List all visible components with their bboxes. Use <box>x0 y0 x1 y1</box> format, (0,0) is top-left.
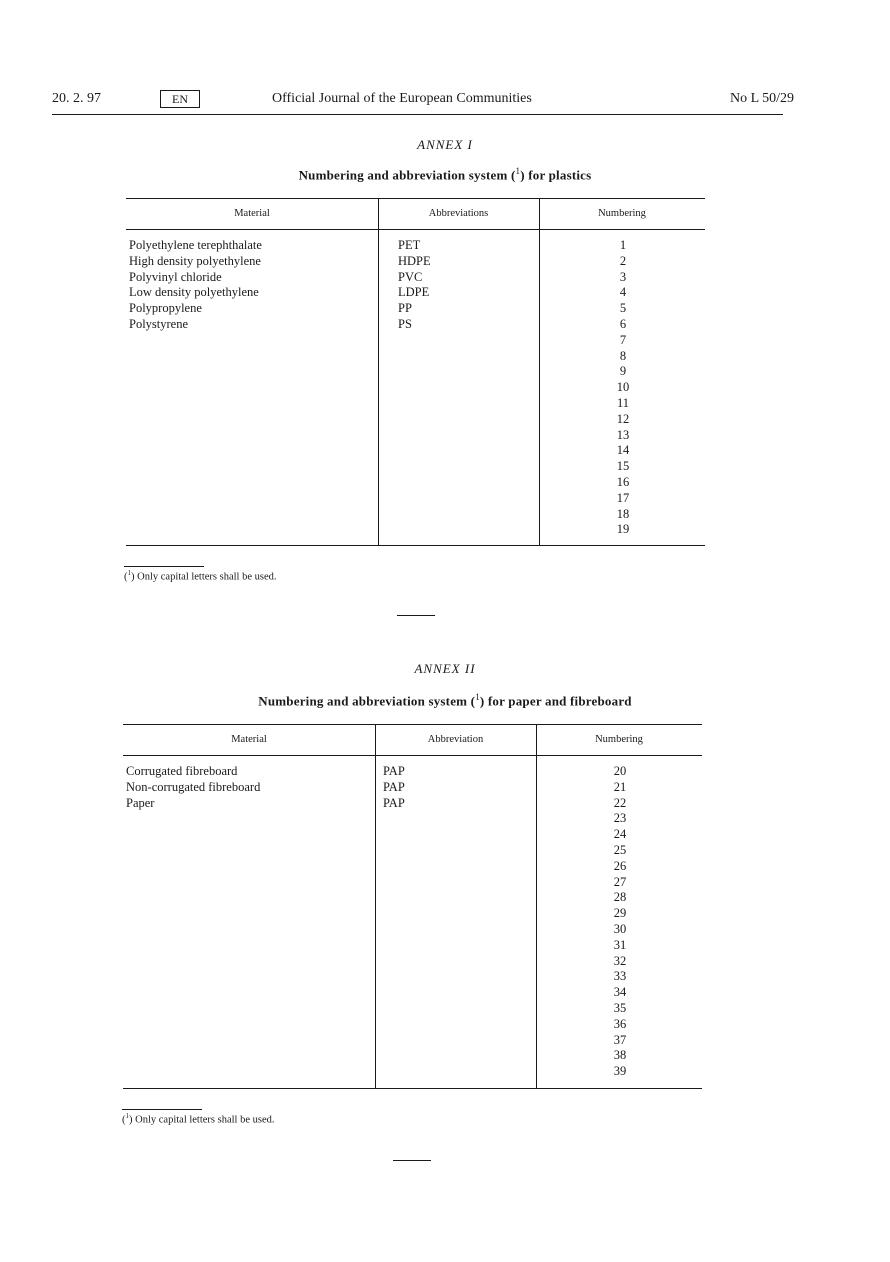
header-numbering: Numbering <box>595 734 643 745</box>
numbering-cell: 8 <box>619 348 627 363</box>
numbering-cell: 27 <box>613 874 627 889</box>
numbering-cell: 28 <box>613 890 627 905</box>
numbering-cell: 23 <box>613 811 627 826</box>
material-cell: Corrugated fibreboard <box>126 764 238 778</box>
annex2-abbreviation-column <box>383 764 405 811</box>
header-material: Material <box>231 734 267 745</box>
column-divider <box>536 724 537 1088</box>
numbering-cell: 38 <box>613 1048 627 1063</box>
numbering-cell: 10 <box>616 380 630 395</box>
numbering-cell: 32 <box>613 953 627 968</box>
material-cell: Polyvinyl chloride <box>129 269 222 284</box>
abbreviation-cell: LDPE <box>398 285 430 300</box>
numbering-cell: 12 <box>616 411 630 426</box>
numbering-cell: 31 <box>613 937 627 952</box>
footnote-rule <box>122 1109 202 1110</box>
language-badge: EN <box>160 90 200 108</box>
annex2-material-column <box>126 764 260 811</box>
table-bottom-rule <box>126 545 705 546</box>
annex2-table <box>123 724 702 1089</box>
numbering-cell: 25 <box>613 842 627 857</box>
abbreviation-cell: PAP <box>383 795 405 810</box>
numbering-cell: 3 <box>619 269 627 284</box>
numbering-cell: 20 <box>613 764 627 778</box>
page-number: No L 50/29 <box>729 91 794 106</box>
column-divider <box>375 724 376 1088</box>
numbering-cell: 6 <box>619 316 627 331</box>
numbering-cell: 34 <box>613 985 627 1000</box>
column-divider <box>378 198 379 545</box>
numbering-cell: 37 <box>613 1032 627 1047</box>
numbering-cell: 24 <box>613 827 627 842</box>
annex1-table <box>126 198 705 546</box>
annex1-title: ANNEX I <box>417 137 473 152</box>
table-bottom-rule <box>123 1088 702 1089</box>
header-date: 20. 2. 97 <box>52 91 101 106</box>
numbering-cell: 26 <box>613 858 627 873</box>
header-numbering: Numbering <box>598 208 646 219</box>
annex1-subtitle: Numbering and abbreviation system ($^1$) for plastics <box>298 166 592 183</box>
annex1-material-column <box>129 238 262 333</box>
material-cell: Polyethylene terephthalate <box>129 238 262 252</box>
header-abbreviations: Abbreviations <box>428 208 489 219</box>
numbering-cell: 5 <box>619 301 627 316</box>
numbering-cell: 33 <box>613 969 627 984</box>
numbering-cell: 30 <box>613 921 627 936</box>
material-cell: Paper <box>126 795 155 810</box>
table-head-rule <box>123 755 702 756</box>
section-separator <box>397 615 435 616</box>
header-abbreviation: Abbreviation <box>427 734 484 745</box>
numbering-cell: 21 <box>613 779 627 794</box>
abbreviation-cell: PET <box>398 238 421 252</box>
numbering-cell: 18 <box>616 506 630 521</box>
table-head-rule <box>126 229 705 230</box>
annex2-subtitle-ref: 1 <box>475 692 480 702</box>
numbering-cell: 36 <box>613 1016 627 1031</box>
journal-title: Official Journal of the European Communities <box>272 91 532 106</box>
numbering-cell: 1 <box>619 238 627 252</box>
numbering-cell: 11 <box>616 395 630 410</box>
numbering-cell: 16 <box>616 474 630 489</box>
abbreviation-cell: PAP <box>383 779 405 794</box>
annex2-title: ANNEX II <box>414 661 476 676</box>
material-cell: High density polyethylene <box>129 253 261 268</box>
numbering-cell: 17 <box>616 490 630 505</box>
column-divider <box>539 198 540 545</box>
abbreviation-cell: PVC <box>398 269 423 284</box>
numbering-cell: 15 <box>616 459 630 474</box>
material-cell: Low density polyethylene <box>129 285 259 300</box>
annex2-footnote: ($^1$) Only capital letters shall be used. <box>122 1112 275 1126</box>
numbering-cell: 19 <box>616 522 630 537</box>
abbreviation-cell: HDPE <box>398 253 431 268</box>
header-rule <box>52 114 783 115</box>
annex2-numbering-column <box>593 764 647 1080</box>
numbering-cell: 4 <box>619 285 627 300</box>
section-separator <box>393 1160 431 1161</box>
numbering-cell: 35 <box>613 1000 627 1015</box>
annex1-abbreviation-column <box>398 238 431 333</box>
annex1-numbering-column <box>596 238 650 538</box>
numbering-cell: 29 <box>613 906 627 921</box>
abbreviation-cell: PAP <box>383 764 405 778</box>
numbering-cell: 2 <box>619 253 627 268</box>
numbering-cell: 14 <box>616 443 630 458</box>
footnote-rule <box>124 566 204 567</box>
table-top-rule <box>123 724 702 725</box>
abbreviation-cell: PS <box>398 316 412 331</box>
material-cell: Polystyrene <box>129 316 189 331</box>
numbering-cell: 13 <box>616 427 630 442</box>
table-top-rule <box>126 198 705 199</box>
header-material: Material <box>234 208 270 219</box>
annex1-footnote: ($^1$) Only capital letters shall be used. <box>124 569 277 583</box>
material-cell: Polypropylene <box>129 301 202 316</box>
annex2-subtitle: Numbering and abbreviation system ($^1$) for paper and fibreboard <box>258 692 632 709</box>
numbering-cell: 22 <box>613 795 627 810</box>
material-cell: Non-corrugated fibreboard <box>126 779 261 794</box>
annex1-subtitle-ref: 1 <box>515 166 521 176</box>
numbering-cell: 9 <box>619 364 627 379</box>
abbreviation-cell: PP <box>398 301 412 316</box>
numbering-cell: 39 <box>613 1064 627 1079</box>
numbering-cell: 7 <box>619 332 627 347</box>
